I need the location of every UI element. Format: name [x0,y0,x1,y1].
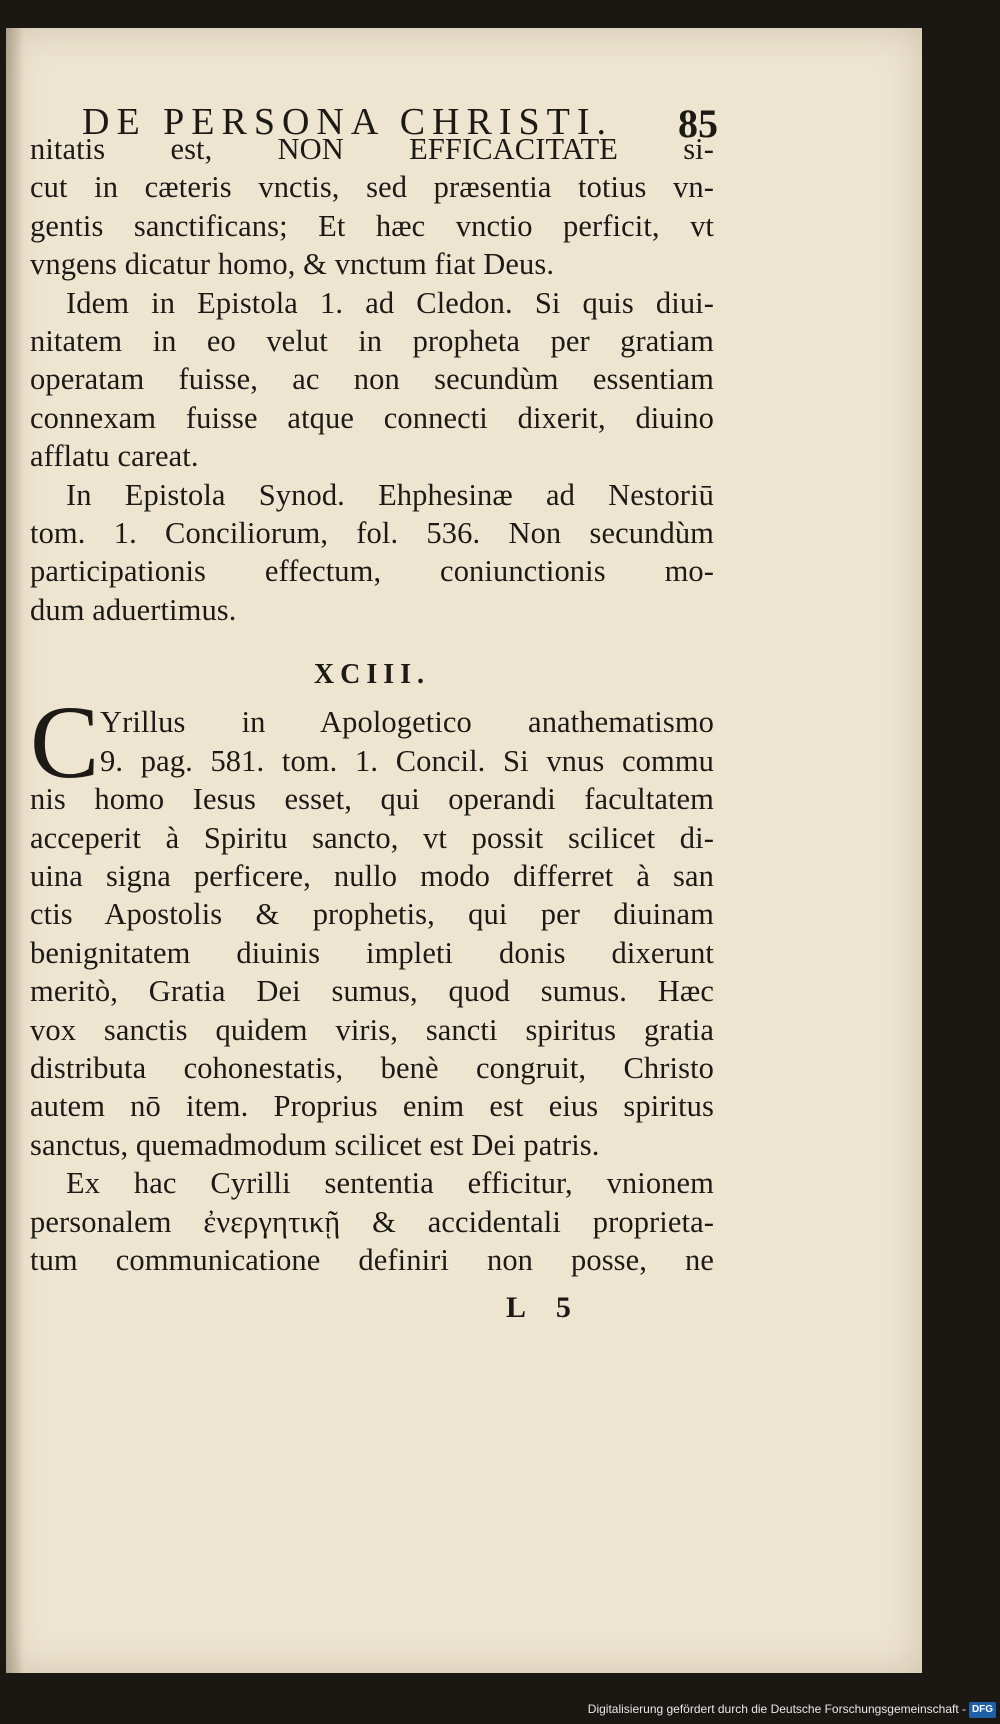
drop-capital: C [30,685,100,801]
text-line: sanctus, quemadmodum scilicet est Dei patris. [30,1127,600,1162]
text-line: nitatem in eo velut in propheta per gratiam [30,324,714,359]
running-head [30,60,718,146]
text-line: tum communicatione definiri non posse, ne [30,1242,714,1277]
running-head-title: DE PERSONA CHRISTI. [82,101,613,143]
signature-line [30,1287,714,1337]
text-line: 9. pag. 581. tom. 1. Concil. Si vnus commu [100,743,714,778]
text-line: gentis sanctificans; Et hæc vnctio perficit, vt [30,208,714,243]
signature-mark: L 5 [506,1291,583,1325]
paragraph-2 [30,284,714,476]
text-line: autem nō item. Proprius enim est eius spiritus [30,1089,714,1124]
paragraph-5 [30,1164,714,1279]
page-text [30,60,718,1337]
dfg-logo-icon: DFG [969,1702,996,1718]
footer-credit: Digitalisierung gefördert durch die Deutsche Forschungsgemeinschaft - [587,1702,966,1716]
text-line: nis homo Iesus esset, qui operandi facultatem [30,782,714,817]
paragraph-3 [30,476,714,630]
text-line: personalem ἐνεργητικῇ & accidentali proprieta- [30,1204,714,1239]
paragraph-4 [30,685,714,1164]
text-line: Ex hac Cyrilli sententia efficitur, vnionem [66,1166,714,1201]
text-line: distributa cohonestatis, benè congruit, Christo [30,1050,714,1085]
text-line: dum aduertimus. [30,592,237,627]
text-line: nitatis est, NON EFFICACITATE si- [30,132,714,166]
text-line: In Epistola Synod. Ehphesinæ ad Nestoriū [66,477,714,512]
text-line: participationis effectum, coniunctionis mo- [30,554,714,589]
text-line: operatam fuisse, ac non secundùm essentiam [30,362,714,397]
text-line: vngens dicatur homo, & vnctum fiat Deus. [30,247,555,282]
text-line: cut in cæteris vnctis, sed præsentia totius vn- [30,170,714,205]
footer-bar [0,1700,1000,1724]
paragraph-1 [30,130,714,284]
page-number: 85 [678,101,718,146]
text-line: ctis Apostolis & prophetis, qui per diuinam [30,897,714,932]
text-line: Idem in Epistola 1. ad Cledon. Si quis diui- [66,285,714,320]
text-line: benignitatem diuinis impleti donis dixerunt [30,935,714,970]
text-line: connexam fuisse atque connecti dixerit, diuino [30,400,714,435]
section-number: XCIII. [313,659,431,691]
text-line: afflatu careat. [30,439,199,474]
gutter-shadow [6,28,24,1673]
text-line: vox sanctis quidem viris, sancti spiritus gratia [30,1012,714,1047]
text-line: tom. 1. Conciliorum, fol. 536. Non secundùm [30,516,714,551]
text-line: uina signa perficere, nullo modo differret à san [30,858,714,893]
text-line: acceperit à Spiritu sancto, vt possit scilicet di- [30,820,714,855]
text-line: meritò, Gratia Dei sumus, quod sumus. Hæc [30,974,714,1009]
text-line: Yrillus in Apologetico anathematismo [100,705,714,740]
